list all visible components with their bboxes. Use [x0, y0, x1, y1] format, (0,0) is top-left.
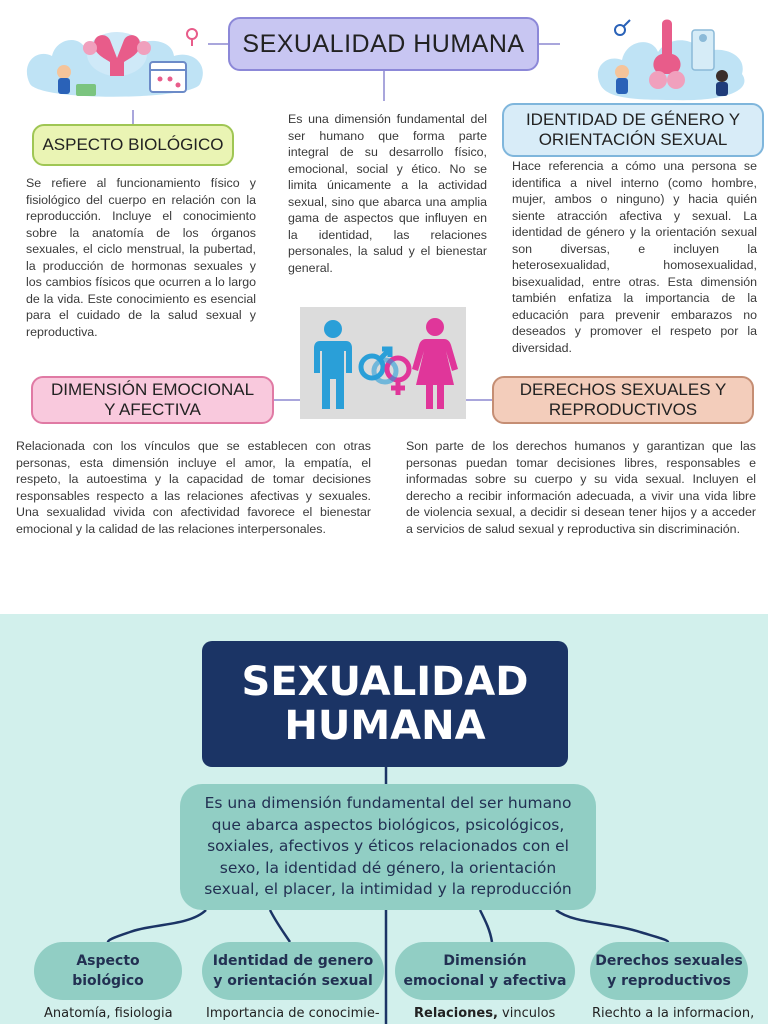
bottom-title-line2: HUMANA — [284, 703, 486, 749]
identity-label-line1: IDENTIDAD DE GÉNERO Y — [525, 109, 741, 129]
page-title: SEXUALIDAD HUMANA — [228, 17, 539, 71]
branch-subtext: Riechto a la informacion, — [592, 1006, 755, 1021]
branch-label: Aspecto — [76, 953, 140, 969]
gender-illustration — [300, 307, 466, 419]
rights-box — [492, 376, 754, 424]
branch-label: Identidad de genero — [212, 953, 374, 969]
gender-symbols-icon — [361, 349, 409, 395]
branch-rights — [590, 942, 748, 1000]
identity-description: Hace referencia a cómo una persona se identifica a nivel interno (como hombre, mujer, ambos o ninguno) y hacia quién siente atracción afectiva y sexual. La identidad de género y la orientación sexual son diversas, e incluyen la heterosexualidad, homosexualidad, bisexualidad, entre otras. Esta dimensión también enfatiza la importancia de la educación para prevenir embarazos no deseados y promover el respeto por la diversidad. — [512, 159, 757, 355]
branch-subtext: Anatomía, fisiologia — [44, 1006, 173, 1021]
connector-line — [132, 110, 134, 124]
male-reproductive-illustration — [592, 10, 754, 106]
branch-subtext — [414, 1006, 555, 1021]
branch-label: y reproductivos — [607, 973, 731, 989]
rights-description: Son parte de los derechos humanos y garantizan que las personas puedan tomar decisiones libres, responsables e informadas sobre su cuerpo y su vida sexual. Incluyen el derecho a recibir información adecuada, a vivir una vida libre de violencia sexual, a decidir si desean tener hijos y a acceder a servicios de salud sexual y reproductiva sin discriminación. — [406, 439, 756, 536]
bottom-title — [202, 641, 568, 767]
rights-label-line2: REPRODUCTIVOS — [548, 400, 698, 419]
branch-subtext: Importancia de conocimie- — [206, 1006, 380, 1021]
branch-label: y orientación sexual — [213, 973, 373, 989]
branch-label: emocional y afectiva — [403, 973, 567, 989]
bottom-title-line1: SEXUALIDAD — [241, 659, 529, 705]
branch-label: Dimensión — [443, 953, 527, 969]
identity-label-line2: ORIENTACIÓN SEXUAL — [538, 130, 728, 149]
emotional-box — [31, 376, 274, 424]
biological-description: Se refiere al funcionamiento físico y fisiológico del cuerpo en relación con la reproducción. Incluye el conocimiento sobre la anatomía de los órganos sexuales, el ciclo menstrual, la pubertad, la producción de hormonas sexuales y los cambios físicos que ocurren a lo largo de la vida. Este conocimiento es esencial para el cuidado de la salud sexual y reproductiva. — [26, 176, 256, 339]
biological-aspect-label: ASPECTO BIOLÓGICO — [42, 134, 224, 154]
connector-line — [538, 43, 560, 45]
bottom-description: Es una dimensión fundamental del ser humano que abarca aspectos biológicos, psicológicos, soxiales, afectivos y éticos relacionados con el sexo, la identidad dé género, la orientación sexual, el placer, la intimidad y la reproducción — [204, 794, 572, 899]
branch-label: Derechos sexuales — [595, 953, 743, 969]
branch-label: biológico — [72, 973, 144, 989]
connector-line — [383, 71, 385, 101]
branch-subtext-rest: vinculos — [497, 1006, 556, 1021]
branch-biological — [34, 942, 182, 1000]
emotional-label-line1: DIMENSIÓN EMOCIONAL — [50, 379, 255, 399]
bottom-description-box — [180, 784, 596, 910]
branch-emotional — [395, 942, 575, 1000]
emotional-label-line2: Y AFECTIVA — [104, 400, 201, 419]
connector-line — [466, 399, 492, 401]
gender-figures-icon — [300, 307, 466, 419]
identity-box — [502, 103, 764, 157]
biological-aspect-box — [32, 124, 234, 166]
branch-identity — [202, 942, 384, 1000]
emotional-description: Relacionada con los vínculos que se establecen con otras personas, esta dimensión incluye el amor, la empatía, el respeto, la autoestima y la capacidad de tomar decisiones responsables respecto a las relaciones afectivas y sexuales. Una sexualidad vivida con afectividad favorece el bienestar emocional y la calidad de las relaciones interpersonales. — [16, 439, 371, 536]
branch-subtext-bold: Relaciones, — [414, 1006, 498, 1021]
male-figure-icon — [314, 320, 352, 409]
connector-line — [274, 399, 300, 401]
female-figure-icon — [412, 318, 458, 409]
rights-label-line1: DERECHOS SEXUALES Y — [519, 379, 727, 399]
female-reproductive-illustration — [22, 14, 212, 110]
central-definition: Es una dimensión fundamental del ser humano que forma parte integral de su desarrollo físico, emocional, social y ético. No se limita únicamente a la actividad sexual, sino que abarca una amplia gama de aspectos que influyen en la identidad, las relaciones personales, la salud y el bienestar general. — [288, 112, 487, 275]
